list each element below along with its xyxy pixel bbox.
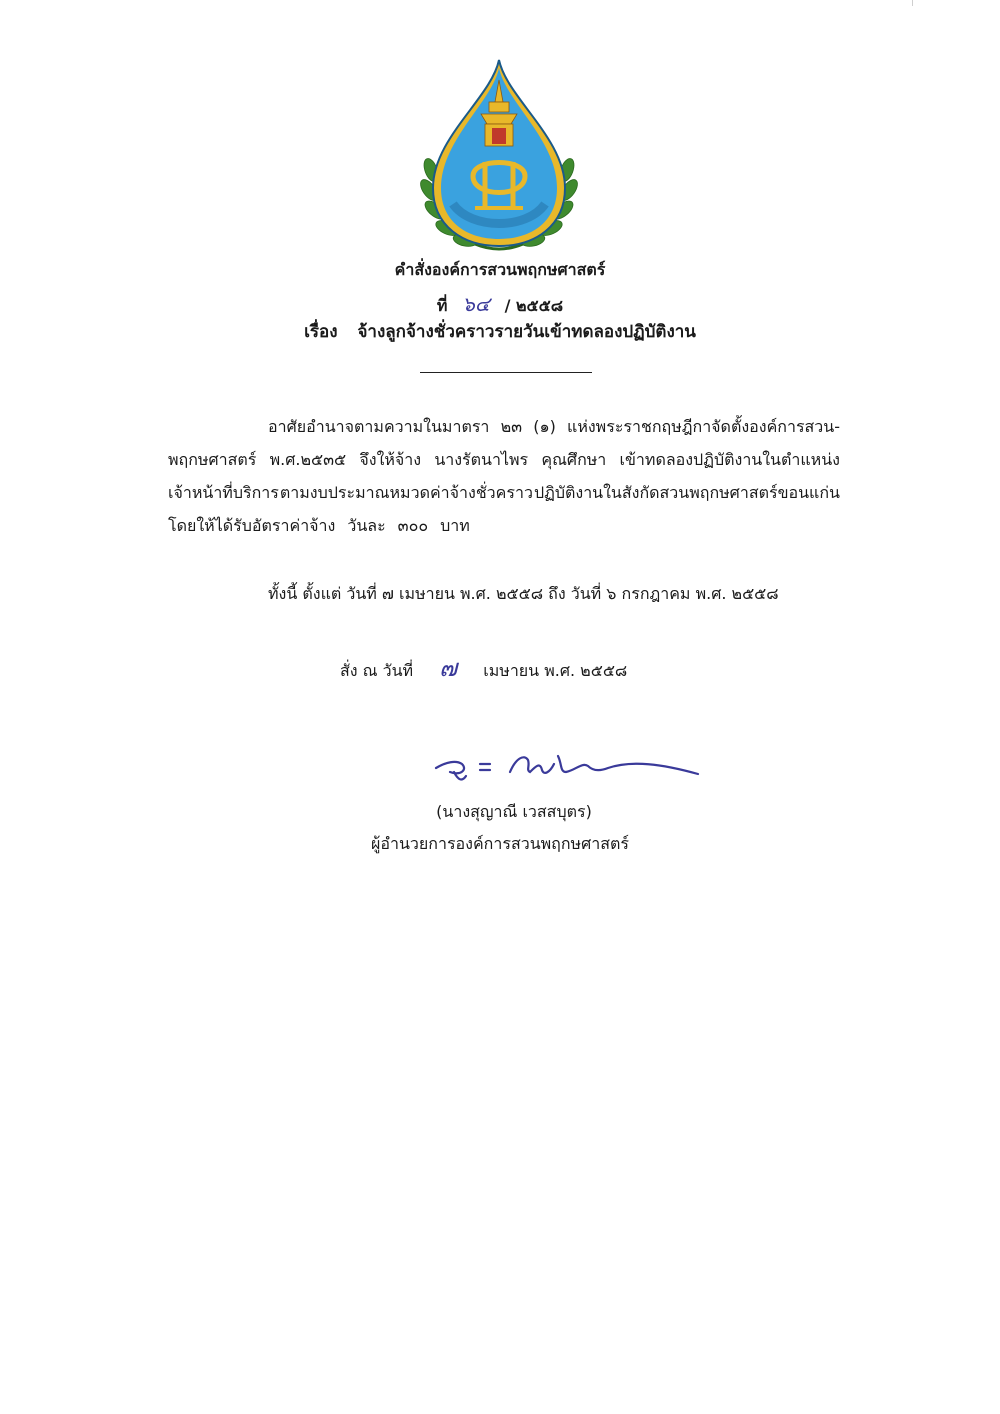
paragraph-word: นางรัตนาไพร <box>434 450 529 469</box>
paragraph-line <box>168 509 840 542</box>
effective-period: ทั้งนี้ ตั้งแต่ วันที่ ๗ เมษายน พ.ศ. ๒๕๕๘ ถึง วันที่ ๖ กรกฎาคม พ.ศ. ๒๕๕๘ <box>268 584 779 603</box>
document-subject <box>0 318 1000 345</box>
body-paragraph-1 <box>168 410 840 542</box>
document-title: คำสั่งองค์การสวนพฤกษศาสตร์ <box>394 260 606 279</box>
paragraph-word: โดยให้ได้รับอัตราค่าจ้าง <box>168 516 336 535</box>
paragraph-line <box>168 410 840 443</box>
organization-emblem-icon <box>415 58 583 254</box>
paragraph-word: พ.ศ.๒๕๓๕ <box>269 450 347 469</box>
order-date-prefix: สั่ง ณ วันที่ <box>340 661 414 680</box>
signatory-position: ผู้อำนวยการองค์การสวนพฤกษศาสตร์ <box>371 834 629 853</box>
paragraph-word: แห่งพระราชกฤษฎีกาจัดตั้งองค์การสวน- <box>567 417 840 436</box>
handwritten-number: ๖๔ <box>462 292 490 316</box>
order-date <box>340 648 627 687</box>
paragraph-word: พฤกษศาสตร์ <box>168 450 257 469</box>
paragraph-word: ๓๐๐ <box>397 516 429 535</box>
paragraph-word: บาท <box>440 516 470 535</box>
heading-divider <box>420 372 592 373</box>
subject-text: จ้างลูกจ้างชั่วคราวรายวันเข้าทดลองปฏิบัติงาน <box>357 322 696 342</box>
paragraph-word: (๑) <box>533 417 556 436</box>
paragraph-word: คุณศึกษา <box>541 450 607 469</box>
paragraph-word: ปฏิบัติงานในสังกัดสวนพฤกษศาสตร์ขอนแก่น <box>533 483 840 502</box>
scan-mark <box>912 0 913 6</box>
paragraph-word: เข้าทดลองปฏิบัติงานในตำแหน่ง <box>619 450 840 469</box>
paragraph-word: เจ้าหน้าที่บริการ <box>168 483 279 502</box>
document-number <box>0 288 1000 320</box>
paragraph-word: ๒๓ <box>500 417 523 436</box>
paragraph-word: อาศัยอำนาจตามความในมาตรา <box>268 417 490 436</box>
number-year: / ๒๕๕๘ <box>504 296 564 315</box>
paragraph-word: จึงให้จ้าง <box>359 450 422 469</box>
subject-label: เรื่อง <box>304 322 338 342</box>
number-label: ที่ <box>436 296 448 315</box>
paragraph-word: ตามงบประมาณหมวดค่าจ้างชั่วคราว <box>279 483 533 502</box>
handwritten-day: ๗ <box>439 654 458 682</box>
signature-icon <box>432 742 702 792</box>
paragraph-line <box>168 476 840 509</box>
paragraph-word: วันละ <box>347 516 386 535</box>
signatory-name: (นางสุญาณี เวสสบุตร) <box>436 802 592 821</box>
paragraph-line <box>168 443 840 476</box>
order-date-suffix: เมษายน พ.ศ. ๒๕๕๘ <box>483 661 628 680</box>
